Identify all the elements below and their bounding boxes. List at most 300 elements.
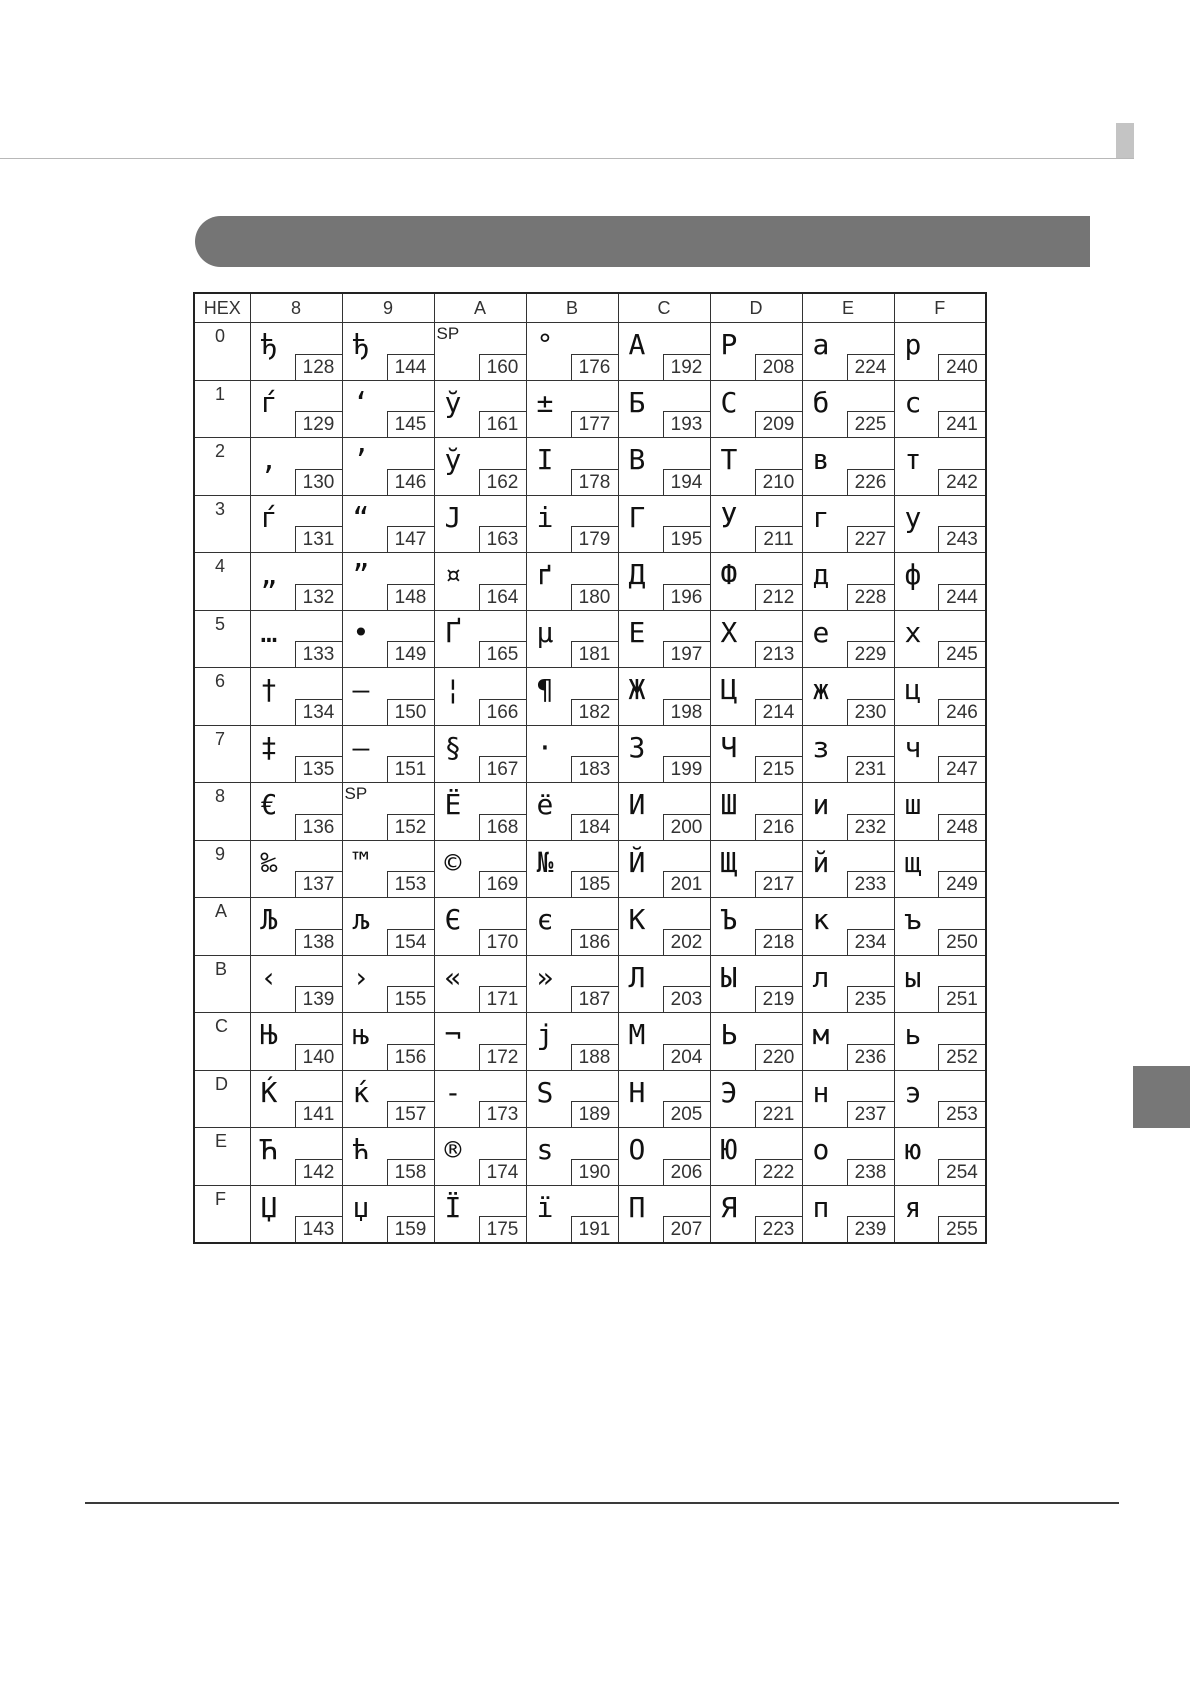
char-cell xyxy=(526,380,618,438)
decimal-code: 212 xyxy=(755,584,802,610)
char-cell xyxy=(434,610,526,668)
char-cell xyxy=(710,783,802,841)
decimal-code: 228 xyxy=(847,584,894,610)
decimal-code: 174 xyxy=(479,1159,526,1185)
chapter-side-tab xyxy=(1133,1066,1190,1128)
decimal-code: 201 xyxy=(663,871,710,897)
row-hex-label: 6 xyxy=(194,668,250,726)
column-header: B xyxy=(526,293,618,323)
char-glyph: п xyxy=(812,1190,830,1224)
char-glyph: ѓ xyxy=(260,385,278,419)
decimal-code: 219 xyxy=(755,986,802,1012)
char-glyph: Џ xyxy=(260,1190,278,1224)
decimal-code: 157 xyxy=(387,1101,434,1127)
decimal-code: 215 xyxy=(755,756,802,782)
char-cell xyxy=(434,495,526,553)
char-cell xyxy=(710,610,802,668)
table-row xyxy=(194,380,986,438)
char-cell xyxy=(894,438,986,496)
char-cell xyxy=(618,1128,710,1186)
char-cell xyxy=(894,840,986,898)
decimal-code: 128 xyxy=(295,354,342,380)
decimal-code: 188 xyxy=(571,1044,618,1070)
char-glyph: ь xyxy=(904,1018,922,1051)
decimal-code: 130 xyxy=(295,469,342,495)
char-glyph: ќ xyxy=(352,1075,370,1109)
decimal-code: 240 xyxy=(938,354,985,380)
char-glyph: Ґ xyxy=(444,615,462,649)
char-cell xyxy=(618,840,710,898)
char-glyph: І xyxy=(536,443,554,476)
char-glyph: Ќ xyxy=(260,1075,278,1109)
decimal-code: 150 xyxy=(387,699,434,725)
decimal-code: 144 xyxy=(387,354,434,380)
column-header: F xyxy=(894,293,986,323)
decimal-code: 247 xyxy=(938,756,985,782)
row-hex-label: B xyxy=(194,955,250,1013)
decimal-code: 129 xyxy=(295,411,342,437)
char-cell xyxy=(894,668,986,726)
header-rule xyxy=(0,158,1134,159)
decimal-code: 145 xyxy=(387,411,434,437)
char-glyph: Х xyxy=(720,615,738,649)
char-glyph: и xyxy=(812,788,830,821)
row-hex-label: 7 xyxy=(194,725,250,783)
decimal-code: 168 xyxy=(479,814,526,840)
char-glyph: Г xyxy=(628,500,646,534)
char-cell xyxy=(342,1070,434,1128)
decimal-code: 142 xyxy=(295,1159,342,1185)
row-hex-label: 4 xyxy=(194,553,250,611)
char-cell xyxy=(618,495,710,553)
char-glyph: ш xyxy=(904,788,922,821)
decimal-code: 166 xyxy=(479,699,526,725)
char-glyph: SP xyxy=(436,324,460,343)
decimal-code: 140 xyxy=(295,1044,342,1070)
decimal-code: 187 xyxy=(571,986,618,1012)
char-cell xyxy=(250,783,342,841)
char-glyph: Б xyxy=(628,385,646,419)
section-heading-bar xyxy=(195,216,1090,267)
char-cell xyxy=(342,955,434,1013)
char-glyph: е xyxy=(812,615,830,649)
char-glyph: т xyxy=(904,443,922,476)
char-glyph: я xyxy=(904,1190,922,1224)
header-tab-marker xyxy=(1116,123,1134,158)
char-glyph: ± xyxy=(536,385,554,419)
char-cell xyxy=(250,380,342,438)
char-cell xyxy=(434,1185,526,1243)
table-row xyxy=(194,553,986,611)
char-glyph: ѕ xyxy=(536,1133,554,1166)
char-cell xyxy=(250,1185,342,1243)
decimal-code: 134 xyxy=(295,699,342,725)
decimal-code: 153 xyxy=(387,871,434,897)
decimal-code: 243 xyxy=(938,526,985,552)
decimal-code: 162 xyxy=(479,469,526,495)
char-cell xyxy=(526,668,618,726)
char-cell xyxy=(434,553,526,611)
char-glyph: Ї xyxy=(444,1190,462,1224)
char-glyph: џ xyxy=(352,1190,370,1224)
decimal-code: 190 xyxy=(571,1159,618,1185)
char-glyph: Л xyxy=(628,960,646,994)
decimal-code: 233 xyxy=(847,871,894,897)
char-glyph: К xyxy=(628,903,646,936)
decimal-code: 202 xyxy=(663,929,710,955)
decimal-code: 209 xyxy=(755,411,802,437)
decimal-code: 184 xyxy=(571,814,618,840)
char-cell xyxy=(250,610,342,668)
char-glyph: щ xyxy=(904,845,922,879)
char-cell xyxy=(894,898,986,956)
char-cell xyxy=(618,553,710,611)
decimal-code: 197 xyxy=(663,641,710,667)
char-glyph: Щ xyxy=(720,845,738,879)
char-cell xyxy=(342,783,434,841)
char-glyph: Є xyxy=(444,903,462,936)
decimal-code: 254 xyxy=(938,1159,985,1185)
decimal-code: 248 xyxy=(938,814,985,840)
char-cell xyxy=(802,898,894,956)
char-cell xyxy=(618,898,710,956)
char-cell xyxy=(526,1185,618,1243)
decimal-code: 210 xyxy=(755,469,802,495)
table-row xyxy=(194,898,986,956)
char-cell xyxy=(526,438,618,496)
decimal-code: 216 xyxy=(755,814,802,840)
decimal-code: 206 xyxy=(663,1159,710,1185)
char-glyph: Њ xyxy=(260,1018,278,1051)
decimal-code: 138 xyxy=(295,929,342,955)
char-glyph: Ь xyxy=(720,1018,738,1051)
char-cell xyxy=(710,840,802,898)
char-cell xyxy=(250,1070,342,1128)
char-cell xyxy=(250,1128,342,1186)
decimal-code: 135 xyxy=(295,756,342,782)
char-glyph: SP xyxy=(344,784,368,803)
table-row xyxy=(194,495,986,553)
table-row xyxy=(194,668,986,726)
row-hex-label: D xyxy=(194,1070,250,1128)
char-glyph: • xyxy=(352,615,370,649)
decimal-code: 179 xyxy=(571,526,618,552)
decimal-code: 191 xyxy=(571,1216,618,1242)
char-cell xyxy=(802,1013,894,1071)
decimal-code: 222 xyxy=(755,1159,802,1185)
decimal-code: 161 xyxy=(479,411,526,437)
char-cell xyxy=(894,725,986,783)
char-cell xyxy=(250,438,342,496)
char-cell xyxy=(526,323,618,381)
char-cell xyxy=(342,1013,434,1071)
char-cell xyxy=(434,955,526,1013)
decimal-code: 170 xyxy=(479,929,526,955)
row-hex-label: A xyxy=(194,898,250,956)
decimal-code: 165 xyxy=(479,641,526,667)
decimal-code: 211 xyxy=(755,526,802,552)
decimal-code: 198 xyxy=(663,699,710,725)
char-glyph: © xyxy=(444,845,462,879)
char-cell xyxy=(342,668,434,726)
char-cell xyxy=(618,438,710,496)
char-cell xyxy=(342,553,434,611)
char-glyph: ж xyxy=(812,673,830,706)
decimal-code: 244 xyxy=(938,584,985,610)
char-glyph: - xyxy=(444,1075,462,1109)
decimal-code: 158 xyxy=(387,1159,434,1185)
table-row xyxy=(194,1070,986,1128)
char-cell xyxy=(526,725,618,783)
char-cell xyxy=(618,380,710,438)
decimal-code: 186 xyxy=(571,929,618,955)
char-cell xyxy=(802,323,894,381)
decimal-code: 189 xyxy=(571,1101,618,1127)
decimal-code: 252 xyxy=(938,1044,985,1070)
decimal-code: 193 xyxy=(663,411,710,437)
char-glyph: ј xyxy=(536,1018,554,1051)
decimal-code: 183 xyxy=(571,756,618,782)
char-glyph: Ъ xyxy=(720,903,738,936)
char-cell xyxy=(802,438,894,496)
decimal-code: 149 xyxy=(387,641,434,667)
char-glyph: а xyxy=(812,328,830,361)
char-glyph: ‰ xyxy=(260,845,278,879)
char-cell xyxy=(250,1013,342,1071)
decimal-code: 167 xyxy=(479,756,526,782)
decimal-code: 217 xyxy=(755,871,802,897)
char-glyph: к xyxy=(812,903,830,936)
char-glyph: € xyxy=(260,788,278,821)
char-glyph: Ф xyxy=(720,558,738,591)
char-glyph: „ xyxy=(260,558,278,591)
decimal-code: 208 xyxy=(755,354,802,380)
char-cell xyxy=(894,495,986,553)
char-glyph: Н xyxy=(628,1075,646,1109)
char-glyph: Я xyxy=(720,1190,738,1224)
char-cell xyxy=(802,553,894,611)
char-glyph: ґ xyxy=(536,558,554,591)
char-glyph: ф xyxy=(904,558,922,591)
decimal-code: 181 xyxy=(571,641,618,667)
decimal-code: 152 xyxy=(387,814,434,840)
char-glyph: … xyxy=(260,615,278,649)
decimal-code: 220 xyxy=(755,1044,802,1070)
char-cell xyxy=(434,840,526,898)
decimal-code: 163 xyxy=(479,526,526,552)
decimal-code: 151 xyxy=(387,756,434,782)
decimal-code: 194 xyxy=(663,469,710,495)
char-glyph: ¦ xyxy=(444,673,462,706)
char-cell xyxy=(250,495,342,553)
table-row xyxy=(194,323,986,381)
char-glyph: Р xyxy=(720,328,738,361)
char-cell xyxy=(250,955,342,1013)
code-table-body xyxy=(194,323,986,1243)
column-header: 9 xyxy=(342,293,434,323)
char-glyph: № xyxy=(536,845,554,879)
char-glyph: ’ xyxy=(352,443,370,476)
decimal-code: 159 xyxy=(387,1216,434,1242)
char-glyph: Т xyxy=(720,443,738,476)
row-hex-label: 3 xyxy=(194,495,250,553)
row-hex-label: E xyxy=(194,1128,250,1186)
decimal-code: 133 xyxy=(295,641,342,667)
decimal-code: 242 xyxy=(938,469,985,495)
decimal-code: 146 xyxy=(387,469,434,495)
char-cell xyxy=(434,380,526,438)
code-page-table xyxy=(193,292,987,1244)
char-cell xyxy=(710,495,802,553)
decimal-code: 249 xyxy=(938,871,985,897)
char-glyph: ‡ xyxy=(260,730,278,764)
char-glyph: Ю xyxy=(720,1133,738,1166)
decimal-code: 231 xyxy=(847,756,894,782)
char-cell xyxy=(526,840,618,898)
char-glyph: Ш xyxy=(720,788,738,821)
char-cell xyxy=(434,898,526,956)
column-header-row xyxy=(194,293,986,323)
decimal-code: 239 xyxy=(847,1216,894,1242)
decimal-code: 137 xyxy=(295,871,342,897)
char-glyph: “ xyxy=(352,500,370,534)
char-glyph: В xyxy=(628,443,646,476)
char-glyph: є xyxy=(536,903,554,936)
char-cell xyxy=(526,1070,618,1128)
char-glyph: э xyxy=(904,1075,922,1109)
char-cell xyxy=(710,955,802,1013)
table-row xyxy=(194,438,986,496)
decimal-code: 253 xyxy=(938,1101,985,1127)
decimal-code: 132 xyxy=(295,584,342,610)
char-cell xyxy=(894,610,986,668)
decimal-code: 141 xyxy=(295,1101,342,1127)
char-glyph: · xyxy=(536,730,554,764)
row-hex-label: 0 xyxy=(194,323,250,381)
char-cell xyxy=(434,1128,526,1186)
footer-rule xyxy=(85,1502,1119,1504)
char-cell xyxy=(802,840,894,898)
char-cell xyxy=(342,380,434,438)
char-cell xyxy=(526,955,618,1013)
char-cell xyxy=(618,1185,710,1243)
char-glyph: њ xyxy=(352,1018,370,1051)
char-glyph: ю xyxy=(904,1133,922,1166)
char-glyph: Ѕ xyxy=(536,1075,554,1109)
char-glyph: ¤ xyxy=(444,558,462,591)
char-glyph: ђ xyxy=(260,328,278,361)
decimal-code: 177 xyxy=(571,411,618,437)
decimal-code: 147 xyxy=(387,526,434,552)
char-cell xyxy=(894,1013,986,1071)
char-glyph: ї xyxy=(536,1190,554,1224)
decimal-code: 176 xyxy=(571,354,618,380)
decimal-code: 175 xyxy=(479,1216,526,1242)
decimal-code: 200 xyxy=(663,814,710,840)
decimal-code: 131 xyxy=(295,526,342,552)
char-cell xyxy=(710,553,802,611)
char-cell xyxy=(710,438,802,496)
table-row xyxy=(194,1185,986,1243)
char-glyph: Ж xyxy=(628,673,646,706)
decimal-code: 169 xyxy=(479,871,526,897)
column-header: 8 xyxy=(250,293,342,323)
char-cell xyxy=(250,898,342,956)
char-cell xyxy=(342,1185,434,1243)
decimal-code: 245 xyxy=(938,641,985,667)
decimal-code: 199 xyxy=(663,756,710,782)
decimal-code: 235 xyxy=(847,986,894,1012)
decimal-code: 204 xyxy=(663,1044,710,1070)
decimal-code: 205 xyxy=(663,1101,710,1127)
char-glyph: ° xyxy=(536,328,554,361)
char-cell xyxy=(894,323,986,381)
char-cell xyxy=(802,1070,894,1128)
decimal-code: 234 xyxy=(847,929,894,955)
char-glyph: ё xyxy=(536,788,554,821)
char-cell xyxy=(710,725,802,783)
char-glyph: О xyxy=(628,1133,646,1166)
decimal-code: 218 xyxy=(755,929,802,955)
decimal-code: 178 xyxy=(571,469,618,495)
char-glyph: ™ xyxy=(352,845,370,879)
char-glyph: ¬ xyxy=(444,1018,462,1051)
char-glyph: Ч xyxy=(720,730,738,764)
char-cell xyxy=(802,955,894,1013)
decimal-code: 226 xyxy=(847,469,894,495)
decimal-code: 192 xyxy=(663,354,710,380)
char-glyph: Љ xyxy=(260,903,278,936)
decimal-code: 251 xyxy=(938,986,985,1012)
decimal-code: 196 xyxy=(663,584,710,610)
table-row xyxy=(194,955,986,1013)
char-glyph: М xyxy=(628,1018,646,1051)
char-cell xyxy=(342,725,434,783)
char-cell xyxy=(710,1070,802,1128)
char-cell xyxy=(434,783,526,841)
column-header: D xyxy=(710,293,802,323)
char-cell xyxy=(526,1128,618,1186)
char-cell xyxy=(894,783,986,841)
decimal-code: 148 xyxy=(387,584,434,610)
char-cell xyxy=(342,898,434,956)
row-hex-label: 2 xyxy=(194,438,250,496)
column-header: A xyxy=(434,293,526,323)
char-cell xyxy=(342,495,434,553)
table-row xyxy=(194,1128,986,1186)
char-cell xyxy=(802,725,894,783)
table-row xyxy=(194,610,986,668)
decimal-code: 229 xyxy=(847,641,894,667)
char-cell xyxy=(710,323,802,381)
char-cell xyxy=(618,783,710,841)
char-glyph: Ё xyxy=(444,788,462,821)
char-cell xyxy=(802,495,894,553)
char-cell xyxy=(250,840,342,898)
char-glyph: Ц xyxy=(720,673,738,706)
char-cell xyxy=(710,1128,802,1186)
row-hex-label: 1 xyxy=(194,380,250,438)
char-cell xyxy=(250,725,342,783)
char-glyph: і xyxy=(536,500,554,534)
decimal-code: 232 xyxy=(847,814,894,840)
char-glyph: х xyxy=(904,615,922,649)
char-cell xyxy=(618,955,710,1013)
char-cell xyxy=(526,898,618,956)
char-cell xyxy=(618,1013,710,1071)
char-glyph: г xyxy=(812,500,830,534)
char-glyph: Ы xyxy=(720,960,738,994)
